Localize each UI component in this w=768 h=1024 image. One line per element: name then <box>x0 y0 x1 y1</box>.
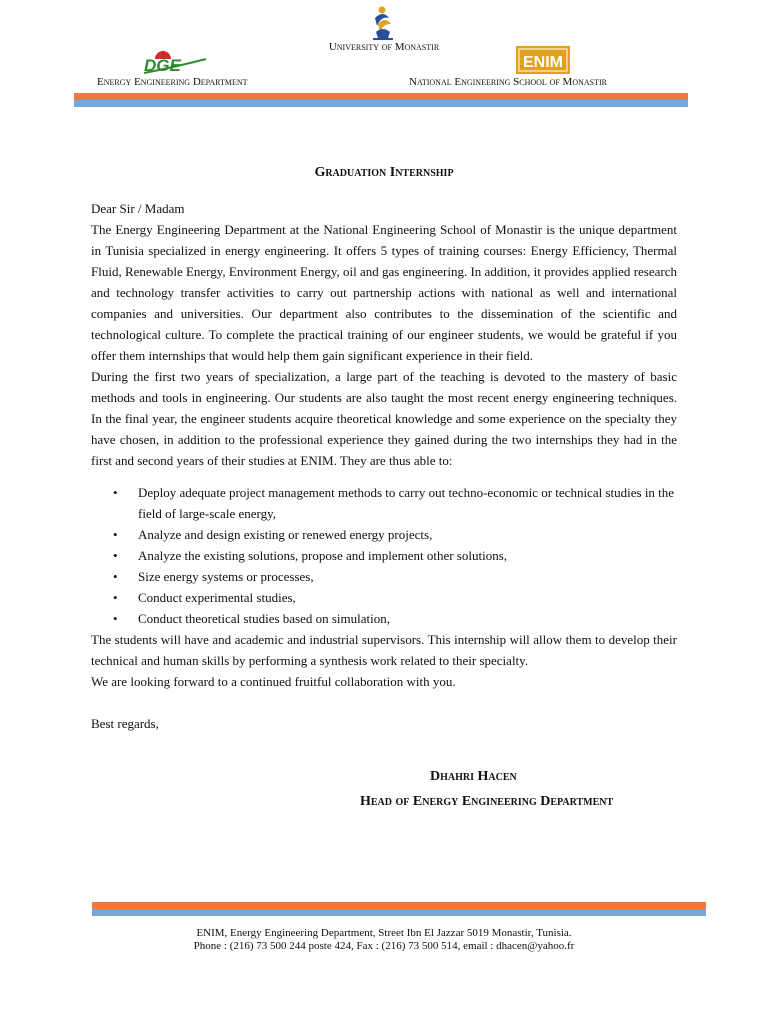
list-item <box>91 566 677 587</box>
spacer <box>91 692 677 713</box>
footer-blue-band <box>92 909 706 916</box>
footer-divider <box>92 902 706 916</box>
closing: Best regards, <box>91 716 159 731</box>
bullet-glyph: • <box>113 527 118 542</box>
header-orange-band <box>74 93 688 100</box>
list-item <box>91 608 677 629</box>
list-item-text: Size energy systems or processes, <box>138 569 314 584</box>
list-item-text: Conduct theoretical studies based on simulation, <box>138 611 391 626</box>
signatory-name: Dhahri Hacen <box>430 769 517 784</box>
list-item-text: Analyze the existing solutions, propose and implement other solutions, <box>138 548 508 563</box>
university-name: University of Monastir <box>328 41 440 53</box>
paragraph-intro: The Energy Engineering Department at the National Engineering School of Monastir is the unique department in Tunisia specialized in energy engineering. It offers 5 types of training courses: Energy Efficiency, Thermal Fluid, Renewable Energy, Environment Energy, oil and gas engineering. In addition, it provides applied research and technology transfer activities to carry out partnership actions with national as well and international companies and universities. Our department also contributes to the dissemination of the scientific and technological culture. To complete the practical training of our engineer students, we would be grateful if you offer them internships that would help them gain significant experience in their field. <box>91 222 677 363</box>
department-logo <box>142 45 208 75</box>
bullet-glyph: • <box>113 485 118 500</box>
enim-logo-text: ENIM <box>523 54 563 71</box>
list-item-text: Conduct experimental studies, <box>138 590 296 605</box>
paragraph-supervision: The students will have and academic and industrial supervisors. This internship will allow them to develop their technical and human skills by performing a synthesis work related to their specialty. <box>91 632 677 668</box>
bullet-glyph: • <box>113 590 118 605</box>
footer-contact: Phone : (216) 73 500 244 poste 424, Fax : (216) 73 500 514, email : dhacen@yahoo.fr <box>193 940 575 952</box>
university-logo <box>369 4 397 42</box>
list-item-text: Deploy adequate project management methods to carry out techno-economic or technical studies in the field of large-scale energy, <box>138 485 675 521</box>
footer-address: ENIM, Energy Engineering Department, Street Ibn El Jazzar 5019 Monastir, Tunisia. <box>196 927 572 939</box>
school-name: National Engineering School of Monastir <box>409 76 607 88</box>
header-blue-band <box>74 100 688 107</box>
letter-body <box>91 198 677 734</box>
footer-orange-band <box>92 902 706 909</box>
greeting: Dear Sir / Madam <box>91 201 185 216</box>
list-item <box>91 482 677 524</box>
bullet-glyph: • <box>113 548 118 563</box>
bullet-glyph: • <box>113 569 118 584</box>
list-item <box>91 587 677 608</box>
bullet-glyph: • <box>113 611 118 626</box>
department-name: Energy Engineering Department <box>97 76 248 88</box>
enim-logo <box>516 46 570 74</box>
list-item-text: Analyze and design existing or renewed energy projects, <box>138 527 433 542</box>
signatory-title: Head of Energy Engineering Department <box>360 794 614 809</box>
list-item <box>91 545 677 566</box>
paragraph-curriculum: During the first two years of specialization, a large part of the teaching is devoted to the mastery of basic methods and tools in engineering. Our students are also taught the most recent energy engineering techniques. In the final year, the engineer students acquire theoretical knowledge and some experience on the specialty they have chosen, in addition to the professional experience they gained during the two internships they had in the first and second years of their studies at ENIM. They are thus able to: <box>91 369 677 468</box>
department-logo-text: DGE <box>144 56 181 75</box>
skills-list <box>91 482 677 629</box>
document-title: Graduation Internship <box>314 165 454 180</box>
header-divider <box>74 93 688 107</box>
paragraph-collaboration: We are looking forward to a continued fruitful collaboration with you. <box>91 674 456 689</box>
list-item <box>91 524 677 545</box>
